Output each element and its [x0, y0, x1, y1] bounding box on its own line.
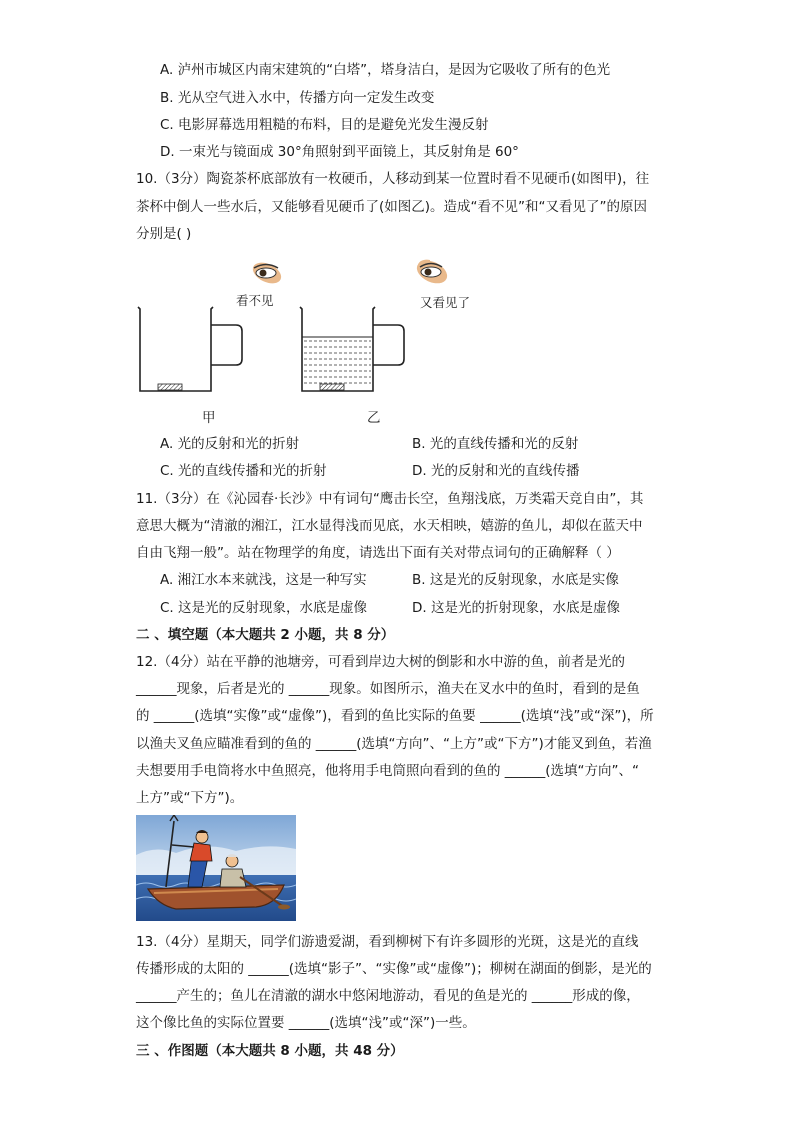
- q10-option-b: B. 光的直线传播和光的反射: [412, 436, 579, 452]
- q11-stem-line-1: 11.（3分）在《沁园春·长沙》中有词句“鹰击长空，鱼翔浅底，万类霜天竞自由”，其: [136, 491, 644, 507]
- q9-option-b: B. 光从空气进入水中，传播方向一定发生改变: [160, 90, 435, 106]
- section-3-heading: 三 、作图题（本大题共 8 小题，共 48 分）: [136, 1043, 404, 1059]
- q12-line-3: 的 ______(选填“实像”或“虚像”)，看到的鱼比实际的鱼要 ______(选填“浅”或“深”)，所: [136, 708, 654, 724]
- q12-line-1: 12.（4分）站在平静的池塘旁，可看到岸边大树的倒影和水中游的鱼，前者是光的: [136, 654, 626, 670]
- q11-option-c: C. 这是光的反射现象，水底是虚像: [160, 600, 368, 616]
- q12-line-4: 以渔夫叉鱼应瞄准看到的鱼的 ______(选填“方向”、“上方”或“下方”)才能叉到鱼，若渔: [136, 736, 652, 752]
- q13-line-3: ______产生的；鱼儿在清澈的湖水中悠闲地游动，看见的鱼是光的 ______形成的像，: [136, 988, 640, 1004]
- q11-option-d: D. 这是光的折射现象，水底是虚像: [412, 600, 620, 616]
- q9-option-d: D. 一束光与镜面成 30°角照射到平面镜上，其反射角是 60°: [160, 144, 519, 160]
- water-cup: [300, 307, 404, 391]
- q11-option-a: A. 湘江水本来就浅，这是一种写实: [160, 572, 367, 588]
- q9-option-a: A. 泸州市城区内南宋建筑的“白塔”，塔身洁白，是因为它吸收了所有的色光: [160, 62, 611, 78]
- q12-line-5: 夫想要用手电筒将水中鱼照亮，他将用手电筒照向看到的鱼的 ______(选填“方向”、“: [136, 763, 640, 779]
- label-cup-yi: 乙: [367, 410, 381, 426]
- label-cannot-see: 看不见: [236, 293, 274, 308]
- q11-option-b: B. 这是光的反射现象，水底是实像: [412, 572, 619, 588]
- section-2-heading: 二 、填空题（本大题共 2 小题，共 8 分）: [136, 627, 395, 643]
- q12-line-6: 上方”或“下方”)。: [136, 790, 244, 806]
- eye-icon: [250, 259, 285, 288]
- q10-stem-line-2: 茶杯中倒人一些水后，又能够看见硬币了(如图乙)。造成“看不见”和“又看见了”的原因: [136, 199, 648, 215]
- q13-line-4: 这个像比鱼的实际位置要 ______(选填“浅”或“深”)一些。: [136, 1015, 476, 1031]
- q10-stem-line-1: 10.（3分）陶瓷茶杯底部放有一枚硬币，人移动到某一位置时看不见硬币(如图甲)，往: [136, 171, 650, 187]
- q13-line-1: 13.（4分）星期天，同学们游遗爱湖，看到柳树下有许多圆形的光斑，这是光的直线: [136, 934, 639, 950]
- q10-option-a: A. 光的反射和光的折射: [160, 436, 300, 452]
- q10-option-d: D. 光的反射和光的直线传播: [412, 463, 580, 479]
- label-cup-jia: 甲: [202, 410, 216, 426]
- q12-line-2: ______现象，后者是光的 ______现象。如图所示，渔夫在叉水中的鱼时，看到的是鱼: [136, 681, 640, 697]
- q10-stem-line-3: 分别是( ): [136, 226, 192, 242]
- label-see-again: 又看见了: [420, 295, 471, 310]
- empty-cup: [138, 307, 242, 391]
- q13-line-2: 传播形成的太阳的 ______(选填“影子”、“实像”或“虚像”)；柳树在湖面的倒影，是光的: [136, 961, 652, 977]
- fisherman-boat-image: [136, 815, 296, 921]
- eye-icon: [412, 258, 452, 288]
- q9-option-c: C. 电影屏幕选用粗糙的布料，目的是避免光发生漫反射: [160, 117, 489, 133]
- q11-stem-line-2: 意思大概为“清澈的湘江，江水显得浅而见底，水天相映，嬉游的鱼儿，却似在蓝天中: [136, 518, 643, 534]
- q10-option-c: C. 光的直线传播和光的折射: [160, 463, 327, 479]
- q10-cups-figure: [130, 255, 430, 430]
- q11-stem-line-3: 自由飞翔一般”。站在物理学的角度，请选出下面有关对带点词句的正确解释（ ）: [136, 545, 620, 561]
